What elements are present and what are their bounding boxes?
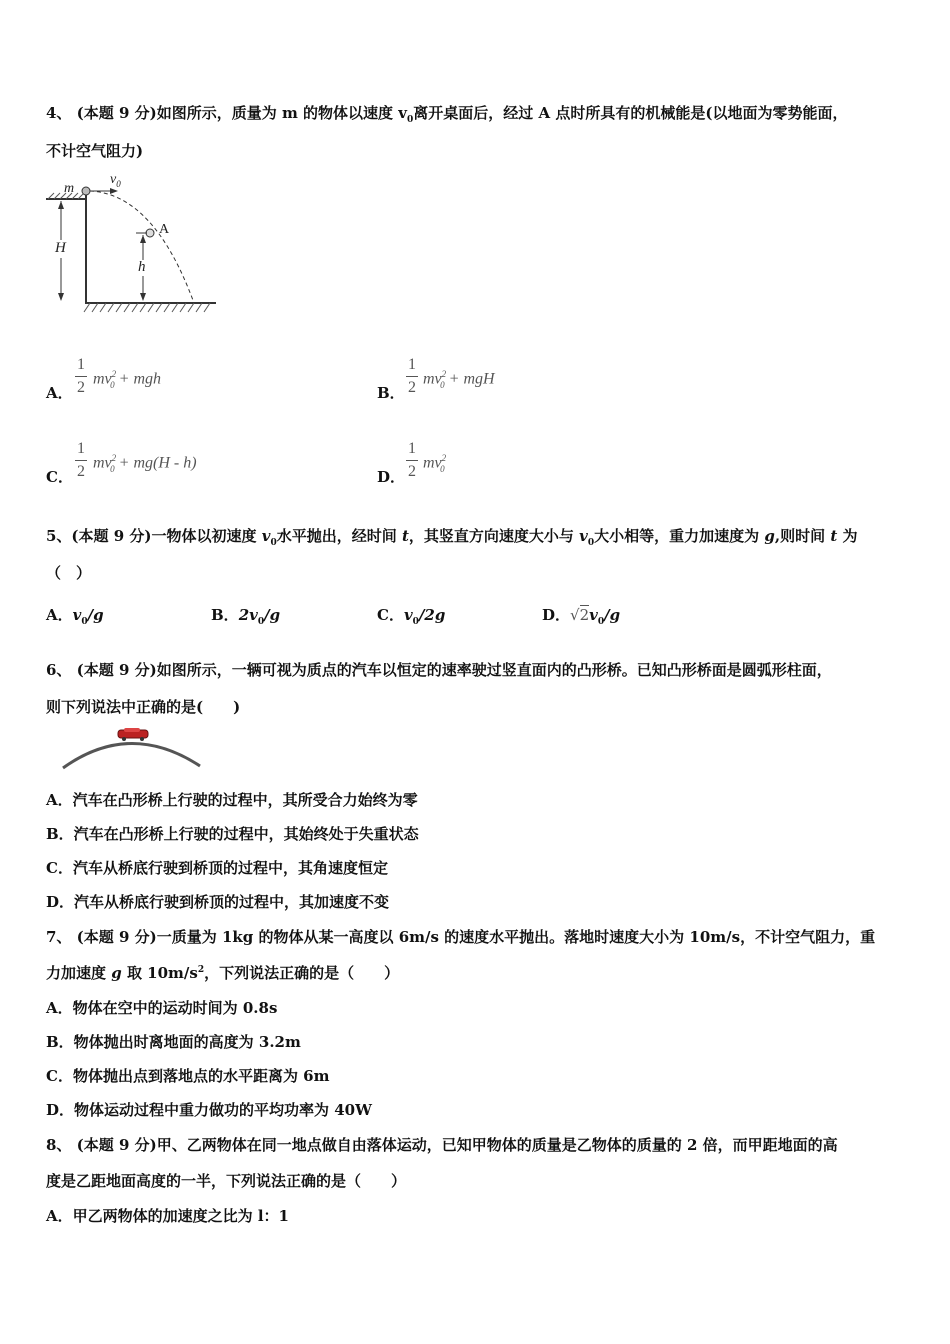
q4-option-a-label: A． <box>46 384 73 402</box>
q4-option-d-label: D． <box>377 468 406 486</box>
q7-line1: 7、 (本题 9 分)一质量为 1kg 的物体从某一高度以 6m/s 的速度水平抛出。落地时速度大小为 10m/s，不计空气阻力，重 <box>46 928 876 946</box>
q8-option-a: A．甲乙两物体的加速度之比为 l：1 <box>46 1207 289 1225</box>
q4-line2: 不计空气阻力) <box>46 142 144 160</box>
q4-option-c-label: C． <box>46 468 73 486</box>
q4-option-d-expr: $mv^2_0$ <box>423 453 447 474</box>
q5-line1: 5、(本题 9 分)一物体以初速度 $v_0$水平抛出，经时间 t，其竖直方向速度大小与 $v_0$大小相等，重力加速度为 g,则时间 t 为 <box>46 527 858 548</box>
q5-option-a: A．$v_0/g$ <box>46 606 104 627</box>
q6-line2: 则下列说法中正确的是( ) <box>46 698 241 716</box>
q4-option-c-expr: $mv^2_0 + mg(H - h)$ <box>93 453 197 474</box>
q4-fig-h: h <box>138 259 146 275</box>
q5-option-d: D．$√2v_0/g$ <box>542 606 621 627</box>
q6-line1: 6、 (本题 9 分)如图所示，一辆可视为质点的汽车以恒定的速率驶过竖直面内的凸形桥。已知凸形桥面是圆弧形柱面， <box>46 661 832 679</box>
q6-option-a: A．汽车在凸形桥上行驶的过程中，其所受合力始终为零 <box>46 791 418 809</box>
q5-option-b: B．$2v_0/g$ <box>211 606 281 627</box>
q4-fig-v0: $v_0$ <box>110 172 121 189</box>
q4-option-a-fraction: 1 2 <box>77 356 85 396</box>
q4-line1: 4、 (本题 9 分)如图所示，质量为 m 的物体以速度 $v_0$离开桌面后，经过 A 点时所具有的机械能是(以地面为零势能面， <box>46 104 848 125</box>
q4-option-b-fraction: 1 2 <box>408 356 416 396</box>
q4-option-d-fraction: 1 2 <box>408 440 416 480</box>
q6-option-b: B．汽车在凸形桥上行驶的过程中，其始终处于失重状态 <box>46 825 419 843</box>
q4-figure <box>44 172 220 322</box>
q4-option-a-expr: $mv^2_0$ + mgh <box>93 369 162 390</box>
q7-option-c: C．物体抛出点到落地点的水平距离为 6m <box>46 1067 330 1085</box>
q4-fig-A: A <box>159 222 170 237</box>
q7-line2: 力加速度 g 取 $10m/s^2$，下列说法正确的是（ ） <box>46 964 400 982</box>
q4-fig-m: m <box>64 181 75 196</box>
q7-option-d: D．物体运动过程中重力做功的平均功率为 40W <box>46 1101 372 1119</box>
q7-option-b: B．物体抛出时离地面的高度为 3.2m <box>46 1033 301 1051</box>
q7-option-a: A．物体在空中的运动时间为 0.8s <box>46 999 278 1017</box>
q4-fig-H: H <box>55 240 66 256</box>
q4-option-b-label: B． <box>377 384 405 402</box>
q8-line1: 8、 (本题 9 分)甲、乙两物体在同一地点做自由落体运动，已知甲物体的质量是乙物体的质量的 2 倍，而甲距地面的高 <box>46 1136 838 1154</box>
q5-line2: （ ） <box>46 564 92 582</box>
q6-option-c: C．汽车从桥底行驶到桥顶的过程中，其角速度恒定 <box>46 859 388 877</box>
q6-bridge-figure <box>60 726 204 772</box>
q5-option-c: C．$v_0/2g$ <box>377 606 446 627</box>
q6-option-d: D．汽车从桥底行驶到桥顶的过程中，其加速度不变 <box>46 893 390 911</box>
q4-option-b-expr: $mv^2_0$ + mgH <box>423 369 495 390</box>
q4-option-c-fraction: 1 2 <box>77 440 85 480</box>
q8-line2: 度是乙距地面高度的一半，下列说法正确的是（ ） <box>46 1172 407 1190</box>
